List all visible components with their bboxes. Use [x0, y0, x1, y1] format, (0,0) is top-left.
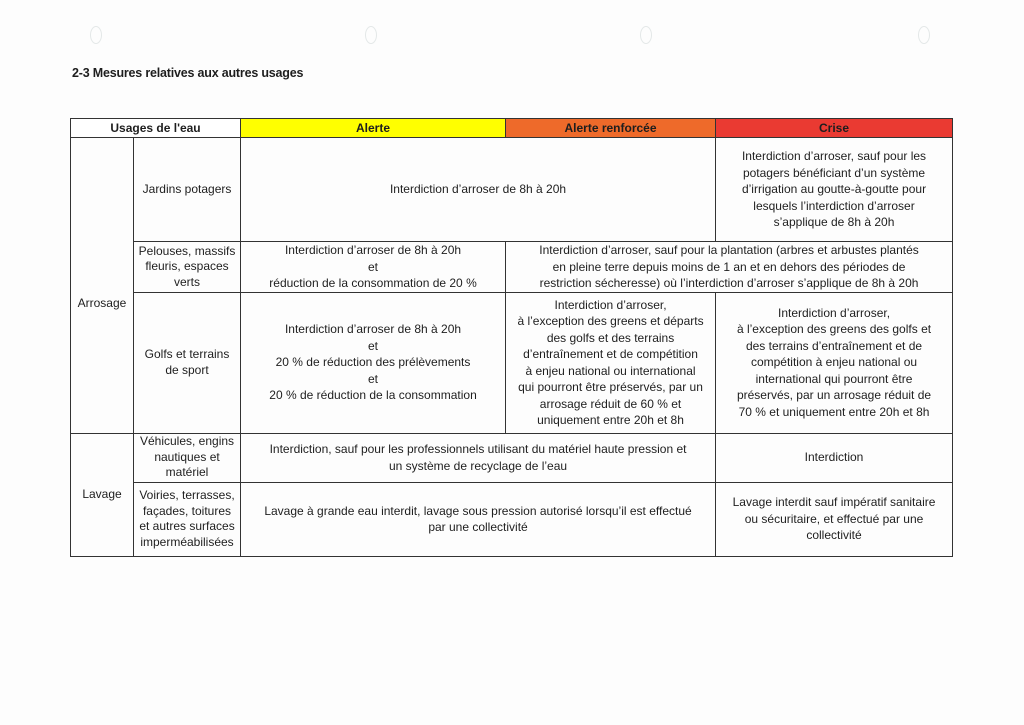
cell-golfs-crise — [716, 292, 953, 433]
table-row-jardins — [71, 138, 953, 242]
text-line: Interdiction d’arroser, sauf pour la plantation (arbres et arbustes plantés — [539, 243, 919, 257]
text-line: Lavage à grande eau interdit, lavage sous pression autorisé lorsqu’il est effectué — [264, 503, 692, 518]
text-line: potagers bénéficiant d’un système — [742, 165, 926, 180]
text-line: collectivité — [806, 528, 862, 543]
table-row-golfs — [71, 292, 953, 433]
group-label: Lavage — [82, 487, 122, 502]
text-line: réduction de la consommation de 20 % — [269, 276, 477, 290]
cell-vehicules-crise: Interdiction — [716, 433, 953, 482]
text-line: préservés, par un arrosage réduit de — [736, 388, 932, 403]
text-line: des terrains d’entraînement et de — [745, 338, 923, 353]
text-line: compétition à enjeu national ou — [750, 355, 918, 370]
punch-hole-mark — [918, 26, 930, 44]
text-line: Interdiction d’arroser de 8h à 20h — [284, 243, 462, 257]
text-line: Véhicules, engins — [139, 434, 235, 449]
cell-jardins-alerte-renforcee: Interdiction d’arroser de 8h à 20h — [241, 138, 716, 242]
section-title: 2-3 Mesures relatives aux autres usages — [72, 66, 304, 80]
text-line: et — [368, 338, 379, 353]
text-line: en pleine terre depuis moins de 1 an et en dehors des périodes de — [552, 259, 906, 274]
text-line: qui pourront être préservés, par un — [518, 380, 703, 394]
text-line: Interdiction d’arroser, — [554, 297, 667, 312]
text-line: fleuris, espaces — [145, 259, 229, 273]
text-line: d’entraînement et de compétition — [523, 347, 698, 361]
text-line: s’applique de 8h à 20h — [773, 215, 895, 230]
text-line: verts — [174, 274, 201, 289]
punch-hole-mark — [640, 26, 652, 44]
text-line: et autres surfaces — [139, 519, 235, 533]
text-line: ou sécuritaire, et effectué par une — [744, 511, 924, 526]
text-line: 20 % de réduction des prélèvements — [275, 355, 471, 370]
header-row — [71, 119, 953, 138]
cell-vehicules-alerte-renforcee — [241, 433, 716, 482]
text-line: d’irrigation au goutte-à-goutte pour — [741, 182, 927, 197]
group-label: Arrosage — [77, 296, 127, 310]
cell-pelouses-alerte — [241, 242, 506, 293]
header-alerte: Alerte — [241, 119, 506, 138]
header-usages: Usages de l'eau — [71, 119, 241, 138]
text-line: et — [368, 371, 379, 386]
text-line: 70 % et uniquement entre 20h et 8h — [738, 404, 930, 419]
text-line: Voiries, terrasses, — [139, 488, 235, 502]
text-line: à enjeu national ou international — [525, 363, 696, 378]
usage-jardins: Jardins potagers — [134, 138, 241, 242]
cell-jardins-crise — [716, 138, 953, 242]
text-line: matériel — [165, 465, 209, 480]
text-line: imperméabilisées — [140, 534, 234, 549]
text-line: de sport — [165, 362, 209, 377]
usage-golfs — [134, 292, 241, 433]
header-alerte-renforcee: Alerte renforcée — [506, 119, 716, 138]
cell-voiries-alerte-renforcee — [241, 482, 716, 556]
text-line: à l’exception des greens des golfs et — [736, 322, 932, 337]
cell-pelouses-renforcee-crise — [506, 242, 953, 293]
usage-voiries — [134, 482, 241, 556]
text-line: par une collectivité — [428, 520, 528, 534]
text-line: et — [368, 259, 379, 274]
text-line: arrosage réduit de 60 % et — [539, 396, 682, 411]
cell-golfs-alerte-renforcee — [506, 292, 716, 433]
group-arrosage — [71, 138, 134, 434]
text-line: Interdiction d’arroser, sauf pour les — [741, 149, 927, 164]
cell-voiries-crise — [716, 482, 953, 556]
text-line: Interdiction d’arroser, — [777, 305, 891, 320]
text-line: à l’exception des greens et départs — [517, 314, 704, 328]
text-line: lesquels l’interdiction d’arroser — [753, 198, 915, 213]
text-line: restriction sécheresse) où l’interdiction d’arroser s’applique de 8h à 20h — [539, 276, 919, 290]
table-row-vehicules — [71, 433, 953, 482]
header-crise: Crise — [716, 119, 953, 138]
punch-hole-mark — [365, 26, 377, 44]
group-lavage — [71, 433, 134, 556]
text-line: Interdiction, sauf pour les professionnels utilisant du matériel haute pression et — [269, 442, 687, 456]
usage-pelouses — [134, 242, 241, 293]
text-line: uniquement entre 20h et 8h — [537, 413, 684, 427]
text-line: Interdiction d’arroser de 8h à 20h — [284, 322, 462, 337]
text-line: Golfs et terrains — [144, 347, 230, 361]
text-line: nautiques et — [154, 449, 220, 464]
text-line: des golfs et des terrains — [546, 330, 675, 345]
text-line: Lavage interdit sauf impératif sanitaire — [732, 495, 936, 510]
table-row-pelouses — [71, 242, 953, 293]
text-line: Pelouses, massifs — [138, 243, 236, 258]
text-line: un système de recyclage de l’eau — [388, 458, 568, 473]
text-line: international qui pourront être — [755, 371, 913, 386]
table-row-voiries — [71, 482, 953, 556]
text-line: 20 % de réduction de la consommation — [269, 388, 477, 403]
usage-vehicules — [134, 433, 241, 482]
punch-hole-mark — [90, 26, 102, 44]
text-line: façades, toitures — [142, 503, 232, 518]
water-restrictions-table — [70, 118, 953, 557]
cell-golfs-alerte — [241, 292, 506, 433]
